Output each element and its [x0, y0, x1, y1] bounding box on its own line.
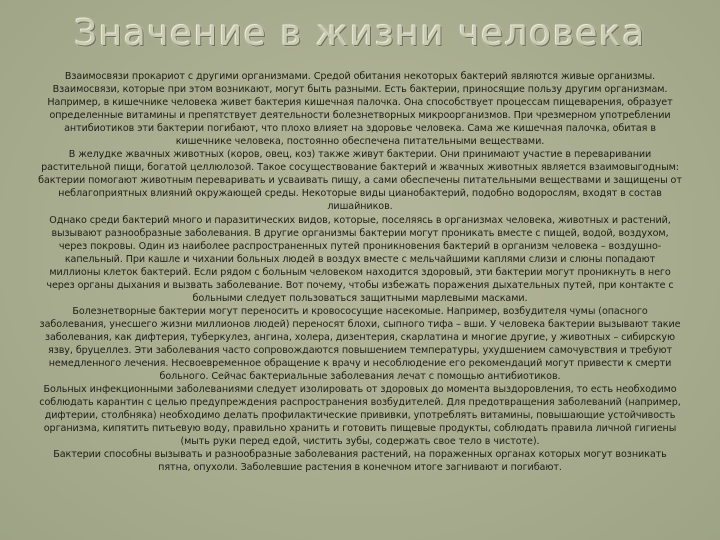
paragraph-parasites: Однако среди бактерий много и паразитических видов, которые, поселяясь в организмах человека, животных и растений, вызывают разнообразные заболевания. В другие организмы бактерии могут проникать вместе с пищей, водой, воздухом, через покровы. Один из наиболее распространенных путей проникновения бактерий в организм человека – воздушно-капельный. При кашле и чихании больных людей в воздух вместе с мельчайшими каплями слизи и слюны попадают миллионы клеток бактерий. Если рядом с больным человеком находится здоровый, эти бактерии могут проникнуть в него через органы дыхания и вызвать заболевание. Вот почему, чтобы избежать поражения дыхательных путей, при контакте с больными следует пользоваться защитными марлевыми масками.	[46, 214, 674, 304]
slide-body	[38, 70, 682, 474]
slide-title: Значение в жизни человека	[74, 13, 646, 54]
paragraph-diseases: Болезнетворные бактерии могут переносить и кровососущие насекомые. Например, возбудителя чумы (опасного заболевания, унесшего жизни миллионов людей) переносят блохи, сыпного тифа – вши. У человека бактерии вызывают такие заболевания, как дифтерия, туберкулез, ангина, холера, дизентерия, скарлатина и многие другие, у животных – сибирскую язву, бруцеллез. Эти заболевания часто сопровождаются повышением температуры, ухудшением самочувствия и требуют немедленного лечения. Несвоевременное обращение к врачу и несоблюдение его рекомендаций могут привести к смерти больного. Сейчас бактериальные заболевания лечат с помощью антибиотиков.	[39, 305, 681, 383]
paragraph-symbiosis: Взаимосвязи прокариот с другими организмами. Средой обитания некоторых бактерий являются живые организмы. Взаимосвязи, которые при этом возникают, могут быть разными. Есть бактерии, приносящие пользу другим организмам. Например, в кишечнике человека живет бактерия кишечная палочка. Она способствует процессам пищеварения, образует определенные витамины и препятствует деятельности болезнетворных микроорганизмов. При чрезмерном употреблении антибиотиков эти бактерии погибают, что плохо влияет на здоровье человека. Сама же кишечная палочка, обитая в кишечнике человека, постоянно обеспечена питательными веществами.	[47, 71, 673, 148]
paragraph-plants: Бактерии способны вызывать и разнообразные заболевания растений, на пораженных органах которых могут возникать пятна, опухоли. Заболевшие растения в конечном итоге загнивают и погибают.	[53, 449, 667, 474]
paragraph-ruminants: В желудке жвачных животных (коров, овец, коз) также живут бактерии. Они принимают участие в переваривании растительной пищи, богатой целлюлозой. Такое сосуществование бактерий и жвачных животных является взаимовыгодным: бактерии помогают животным переваривать и усваивать пищу, а сами обеспечены питательными веществами и защищены от неблагоприятных влияний окружающей среды. Некоторые виды цианобактерий, подобно водорослям, входят в состав лишайников.	[38, 149, 682, 213]
paragraph-prevention: Больных инфекционными заболеваниями следует изолировать от здоровых до момента выздоровления, то есть необходимо соблюдать карантин с целью предупреждения распространения возбудителей. Для предотвращения заболеваний (например, дифтерии, столбняка) необходимо делать профилактические прививки, употреблять витамины, повышающие устойчивость организма, кипятить питьевую воду, правильно хранить и готовить пищевые продукты, соблюдать правила личной гигиены (мыть руки перед едой, чистить зубы, содержать свое тело в чистоте).	[39, 384, 681, 448]
